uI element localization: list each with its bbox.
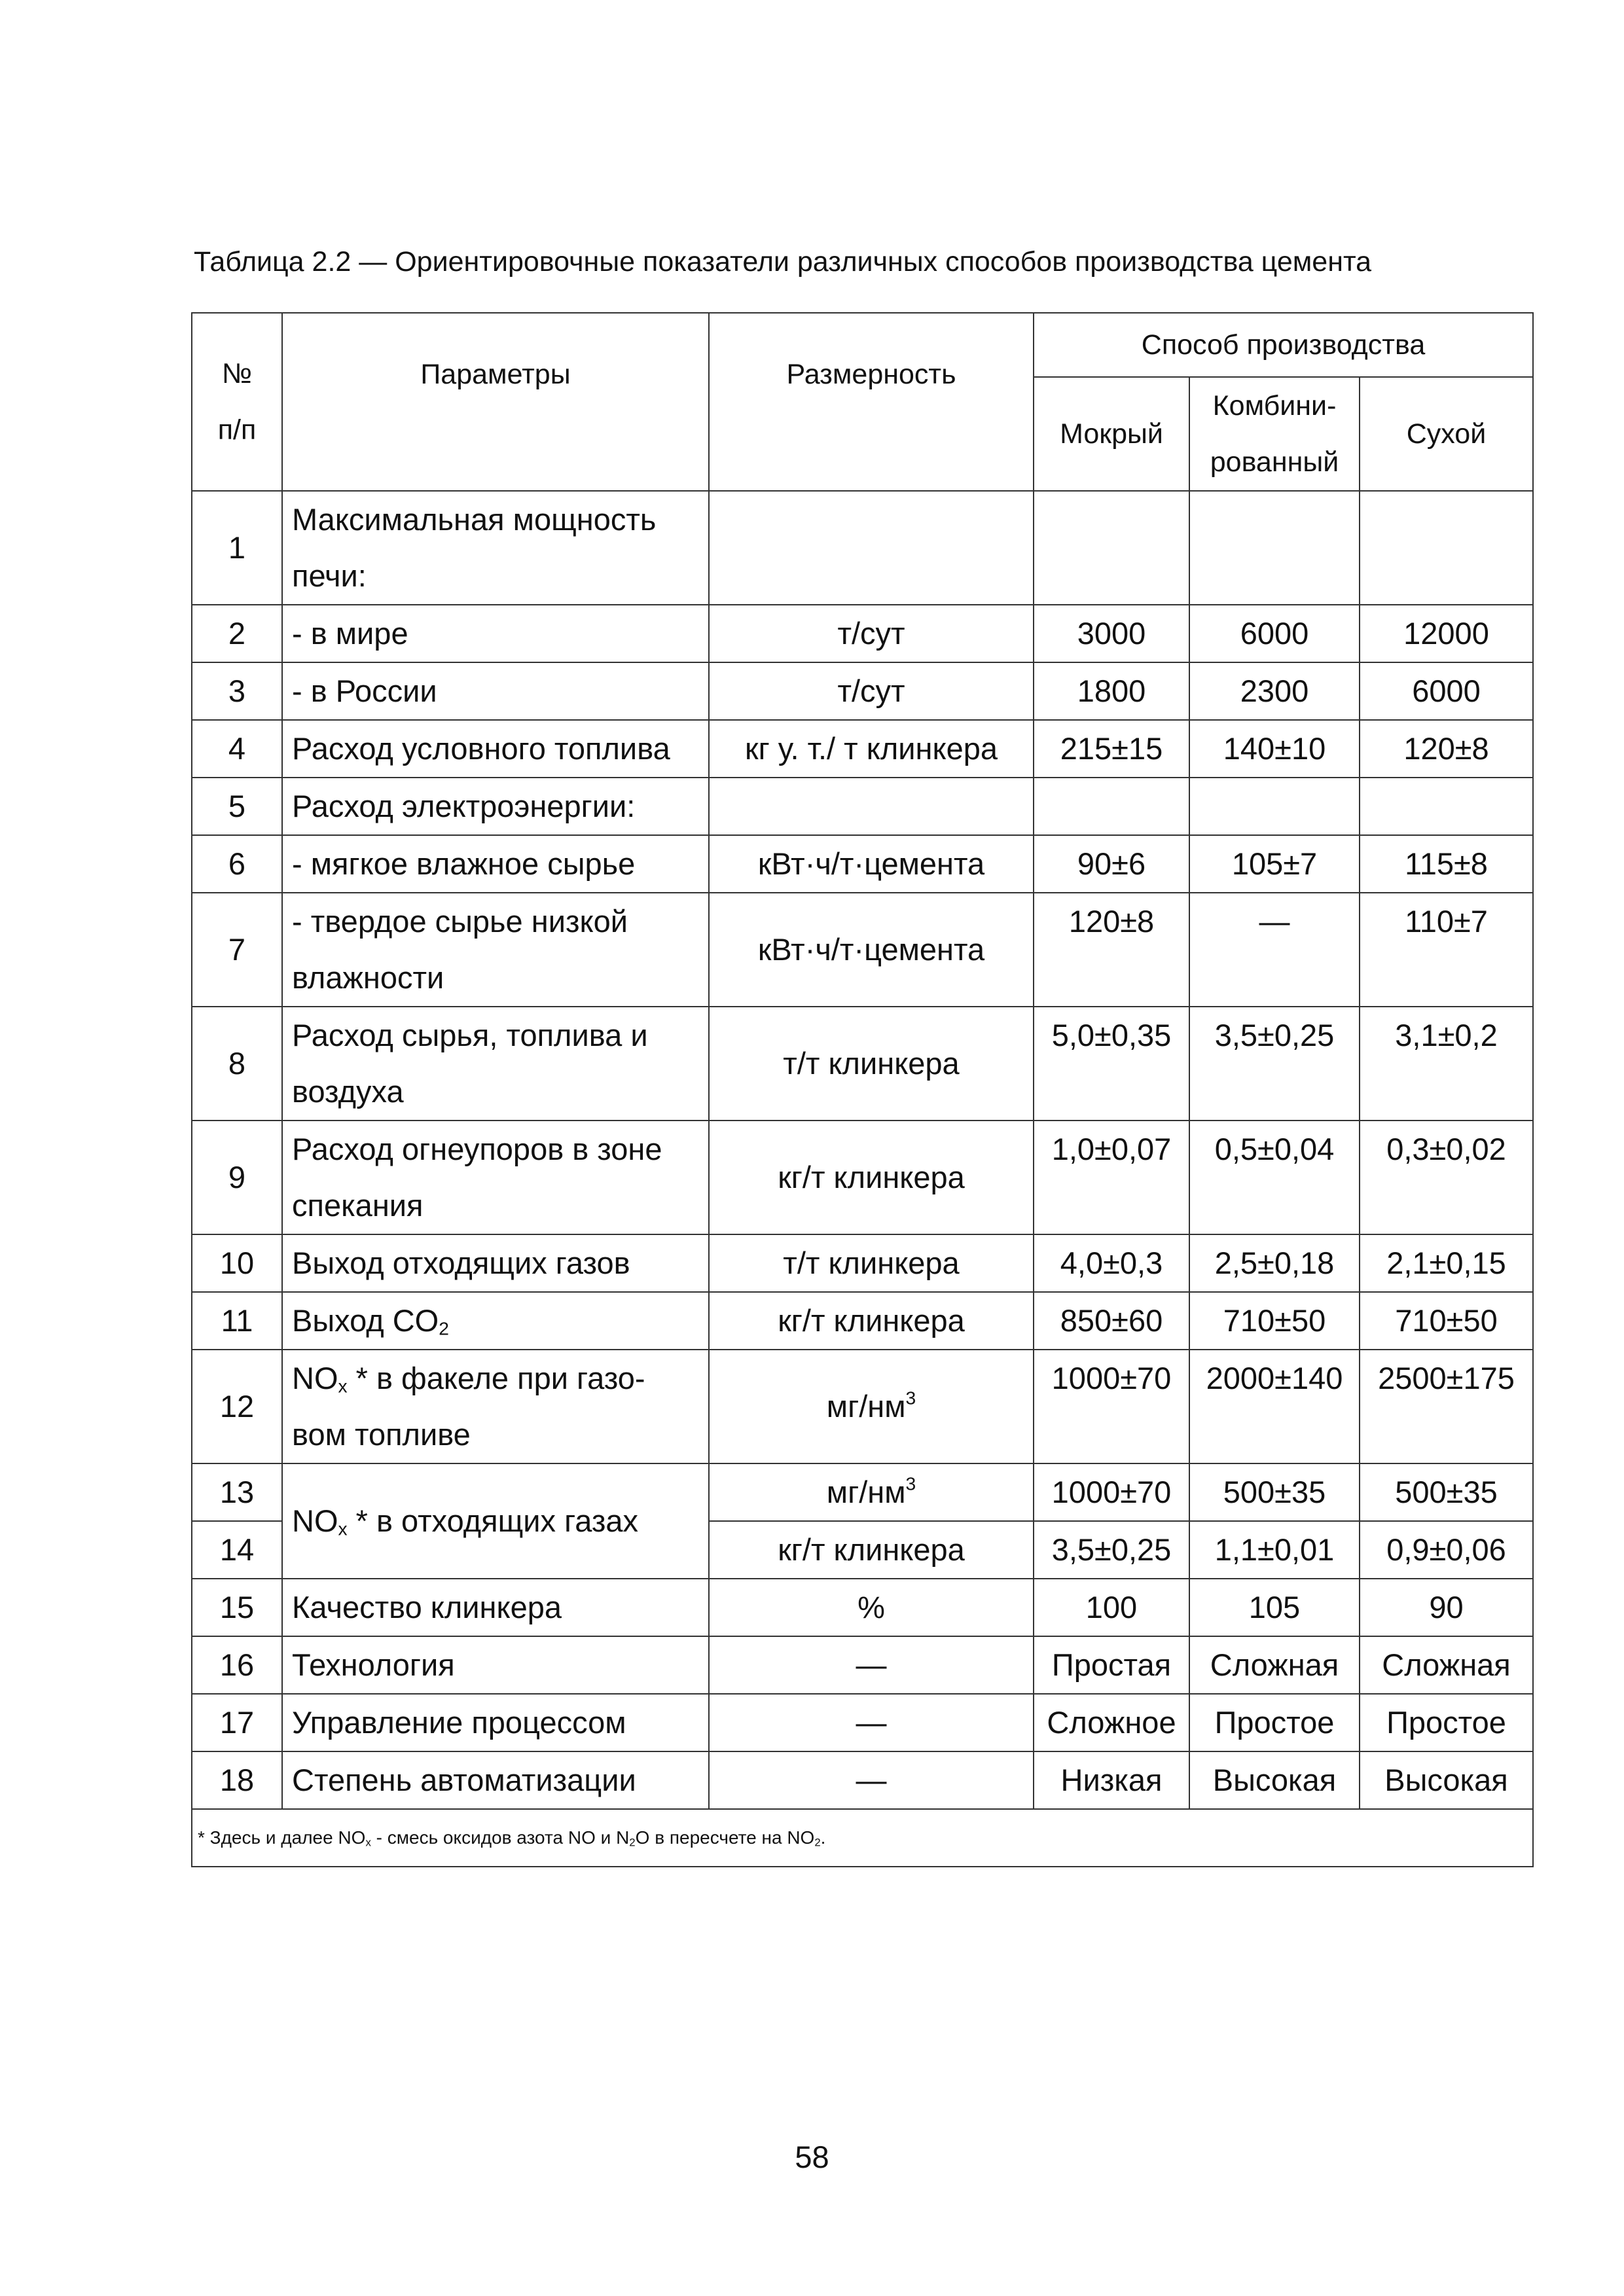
value-combined: 710±50 — [1189, 1292, 1360, 1350]
row-number: 9 — [192, 1121, 282, 1234]
value-combined: 2300 — [1189, 662, 1360, 720]
param-line: воздуха — [292, 1074, 404, 1109]
value-wet: 215±15 — [1034, 720, 1189, 778]
header-params: Параметры — [282, 313, 709, 491]
param-line: влажности — [292, 960, 444, 995]
value-combined: 105±7 — [1189, 835, 1360, 893]
value-combined: — — [1189, 893, 1360, 1007]
param-12-part-2: * в факеле при газо- — [347, 1361, 645, 1395]
value-combined: 2000±140 — [1189, 1350, 1360, 1463]
row-unit: кг у. т./ т клинкера — [709, 720, 1034, 778]
footnote-part-4: O в пересчете на NO — [635, 1827, 815, 1848]
header-num-label: п/п — [217, 414, 257, 446]
row-param: - в мире — [282, 605, 709, 662]
value-combined: Высокая — [1189, 1751, 1360, 1809]
value-dry: Сложная — [1360, 1636, 1533, 1694]
param-13-part-2: * в отходящих газах — [347, 1503, 639, 1538]
row-param: Качество клинкера — [282, 1579, 709, 1636]
header-num-symbol: № — [221, 358, 253, 389]
row-number: 3 — [192, 662, 282, 720]
value-dry: 110±7 — [1360, 893, 1533, 1007]
footnote — [192, 1809, 1533, 1867]
value-wet: 1800 — [1034, 662, 1189, 720]
row-unit — [709, 491, 1034, 605]
row-unit: кВт·ч/т·цемента — [709, 835, 1034, 893]
row-number: 18 — [192, 1751, 282, 1809]
header-wet: Мокрый — [1034, 377, 1189, 491]
table-row — [192, 1636, 1533, 1694]
value-combined: 6000 — [1189, 605, 1360, 662]
header-combined-line1: Комбини- — [1212, 390, 1337, 422]
value-combined: 0,5±0,04 — [1189, 1121, 1360, 1234]
row-number: 10 — [192, 1234, 282, 1292]
value-dry: 90 — [1360, 1579, 1533, 1636]
value-combined: 1,1±0,01 — [1189, 1521, 1360, 1579]
param-line: Максимальная мощность — [292, 502, 657, 537]
value-wet: Простая — [1034, 1636, 1189, 1694]
param-line: - твердое сырье низкой — [292, 904, 628, 939]
table-caption: Таблица 2.2 — Ориентировочные показатели различных способов производства цемента — [194, 246, 1372, 278]
param-12-part-0: NO — [292, 1361, 338, 1395]
table-row — [192, 1579, 1533, 1636]
row-number: 16 — [192, 1636, 282, 1694]
table-row — [192, 1292, 1533, 1350]
table-row — [192, 1121, 1533, 1234]
footnote-part-1: x — [365, 1836, 371, 1849]
row-unit: кг/т клинкера — [709, 1121, 1034, 1234]
value-wet: 1,0±0,07 — [1034, 1121, 1189, 1234]
row-number: 2 — [192, 605, 282, 662]
value-wet: 1000±70 — [1034, 1350, 1189, 1463]
row-number: 13 — [192, 1463, 282, 1521]
param-line: спекания — [292, 1188, 424, 1223]
footnote-part-0: * Здесь и далее NO — [198, 1827, 366, 1848]
param-line — [292, 1350, 708, 1407]
value-combined: 140±10 — [1189, 720, 1360, 778]
table-row — [192, 835, 1533, 893]
param-11-part-0: Выход CO — [292, 1303, 439, 1338]
value-combined: 3,5±0,25 — [1189, 1007, 1360, 1121]
value-wet: 100 — [1034, 1579, 1189, 1636]
row-param — [282, 491, 709, 605]
row-unit: — — [709, 1751, 1034, 1809]
row-unit: кг/т клинкера — [709, 1521, 1034, 1579]
footnote-part-6: . — [820, 1827, 826, 1848]
footnote-part-5: 2 — [814, 1836, 821, 1849]
row-param: - в России — [282, 662, 709, 720]
table-row — [192, 1694, 1533, 1751]
table-row — [192, 778, 1533, 835]
table-row — [192, 1751, 1533, 1809]
value-dry: 115±8 — [1360, 835, 1533, 893]
header-unit: Размерность — [709, 313, 1034, 491]
param-12-part-1: x — [338, 1375, 348, 1397]
value-dry: 12000 — [1360, 605, 1533, 662]
row-param — [282, 1007, 709, 1121]
cement-production-table — [191, 312, 1534, 1867]
unit-13-part-0: мг/нм — [826, 1475, 906, 1509]
value-combined — [1189, 491, 1360, 605]
row-unit — [709, 1350, 1034, 1463]
row-number: 7 — [192, 893, 282, 1007]
unit-13-part-1: 3 — [905, 1473, 916, 1494]
value-wet: 3000 — [1034, 605, 1189, 662]
value-dry — [1360, 491, 1533, 605]
param-line: Расход сырья, топлива и — [292, 1018, 648, 1052]
value-dry: 3,1±0,2 — [1360, 1007, 1533, 1121]
row-param — [282, 1350, 709, 1463]
row-unit: — — [709, 1694, 1034, 1751]
table-row — [192, 605, 1533, 662]
value-dry: Высокая — [1360, 1751, 1533, 1809]
row-unit — [709, 1463, 1034, 1521]
value-dry: Простое — [1360, 1694, 1533, 1751]
row-unit: т/т клинкера — [709, 1234, 1034, 1292]
header-method: Способ производства — [1034, 313, 1533, 377]
header-row-1 — [192, 313, 1533, 377]
value-dry: 500±35 — [1360, 1463, 1533, 1521]
unit-12-part-0: мг/нм — [826, 1389, 906, 1424]
row-number: 1 — [192, 491, 282, 605]
value-wet: Сложное — [1034, 1694, 1189, 1751]
row-param: Расход электроэнергии: — [282, 778, 709, 835]
value-dry: 0,9±0,06 — [1360, 1521, 1533, 1579]
row-param: Степень автоматизации — [282, 1751, 709, 1809]
value-dry: 2500±175 — [1360, 1350, 1533, 1463]
table-row — [192, 1007, 1533, 1121]
row-unit: кг/т клинкера — [709, 1292, 1034, 1350]
header-num — [192, 313, 282, 491]
value-wet: 850±60 — [1034, 1292, 1189, 1350]
value-combined: Сложная — [1189, 1636, 1360, 1694]
table-row — [192, 893, 1533, 1007]
table-row — [192, 1463, 1533, 1521]
value-dry: 120±8 — [1360, 720, 1533, 778]
value-wet: 4,0±0,3 — [1034, 1234, 1189, 1292]
row-param — [282, 1121, 709, 1234]
row-param — [282, 1463, 709, 1579]
value-wet: 3,5±0,25 — [1034, 1521, 1189, 1579]
value-dry: 0,3±0,02 — [1360, 1121, 1533, 1234]
value-wet — [1034, 778, 1189, 835]
row-param: Технология — [282, 1636, 709, 1694]
header-combined — [1189, 377, 1360, 491]
table-row — [192, 1234, 1533, 1292]
unit-12-part-1: 3 — [905, 1387, 916, 1408]
value-wet: 120±8 — [1034, 893, 1189, 1007]
row-param: Расход условного топлива — [282, 720, 709, 778]
header-dry: Сухой — [1360, 377, 1533, 491]
row-unit: — — [709, 1636, 1034, 1694]
value-combined: 105 — [1189, 1579, 1360, 1636]
value-dry: 6000 — [1360, 662, 1533, 720]
param-line: вом топливе — [292, 1417, 471, 1452]
row-param — [282, 1292, 709, 1350]
row-number: 5 — [192, 778, 282, 835]
row-number: 6 — [192, 835, 282, 893]
row-unit: т/т клинкера — [709, 1007, 1034, 1121]
param-line — [292, 1293, 708, 1349]
row-number: 14 — [192, 1521, 282, 1579]
row-param: - мягкое влажное сырье — [282, 835, 709, 893]
value-dry: 2,1±0,15 — [1360, 1234, 1533, 1292]
value-wet: 1000±70 — [1034, 1463, 1189, 1521]
row-number: 12 — [192, 1350, 282, 1463]
row-number: 11 — [192, 1292, 282, 1350]
table-row — [192, 1350, 1533, 1463]
row-unit: т/сут — [709, 605, 1034, 662]
value-dry: 710±50 — [1360, 1292, 1533, 1350]
row-unit: % — [709, 1579, 1034, 1636]
table-row — [192, 662, 1533, 720]
row-param: Управление процессом — [282, 1694, 709, 1751]
param-13-part-0: NO — [292, 1503, 338, 1538]
row-param — [282, 893, 709, 1007]
param-line: Расход огнеупоров в зоне — [292, 1132, 662, 1166]
row-unit: т/сут — [709, 662, 1034, 720]
row-unit — [709, 778, 1034, 835]
value-wet: Низкая — [1034, 1751, 1189, 1809]
value-wet: 90±6 — [1034, 835, 1189, 893]
row-number: 17 — [192, 1694, 282, 1751]
page-number: 58 — [795, 2140, 829, 2174]
param-13-part-1: x — [338, 1518, 348, 1539]
value-wet — [1034, 491, 1189, 605]
row-number: 15 — [192, 1579, 282, 1636]
table-row — [192, 491, 1533, 605]
param-line: печи: — [292, 558, 367, 593]
row-number: 8 — [192, 1007, 282, 1121]
value-combined: 500±35 — [1189, 1463, 1360, 1521]
footnote-part-2: - смесь оксидов азота NO и N — [370, 1827, 630, 1848]
value-dry — [1360, 778, 1533, 835]
value-combined: 2,5±0,18 — [1189, 1234, 1360, 1292]
table-row — [192, 720, 1533, 778]
value-wet: 5,0±0,35 — [1034, 1007, 1189, 1121]
row-number: 4 — [192, 720, 282, 778]
param-11-part-1: 2 — [439, 1318, 449, 1339]
row-param: Выход отходящих газов — [282, 1234, 709, 1292]
row-unit: кВт·ч/т·цемента — [709, 893, 1034, 1007]
value-combined: Простое — [1189, 1694, 1360, 1751]
footnote-row — [192, 1809, 1533, 1867]
header-combined-line2: рованный — [1210, 446, 1339, 478]
footnote-part-3: 2 — [629, 1836, 636, 1849]
value-combined — [1189, 778, 1360, 835]
